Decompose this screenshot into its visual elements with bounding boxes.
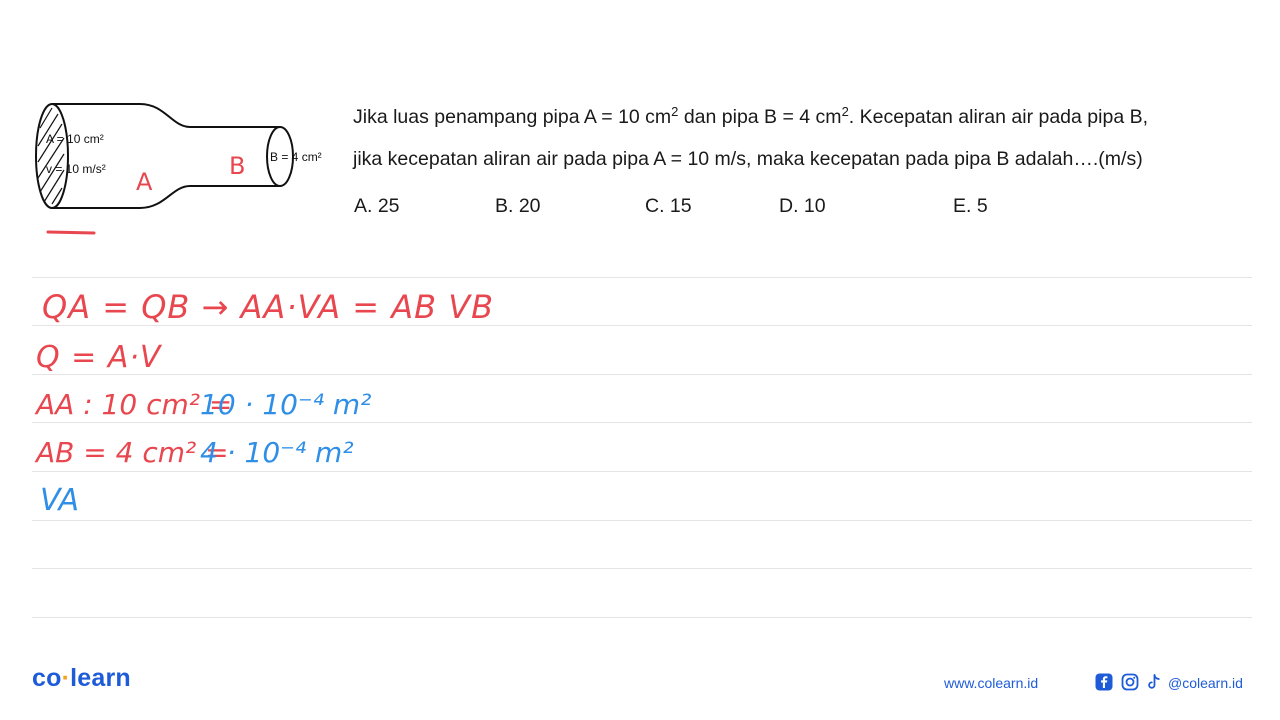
handwritten-working <box>0 250 600 550</box>
work-line-2: Q = A·V <box>36 340 162 375</box>
area-b-label: B = 4 cm² <box>270 150 322 164</box>
choice-e: E. 5 <box>953 195 988 217</box>
question-segment: dan pipa B = 4 cm <box>678 106 842 128</box>
choice-a: A. 25 <box>354 195 400 217</box>
ruled-line <box>32 617 1252 618</box>
question-line-2: jika kecepatan aliran air pada pipa A = 10 m/s, maka kecepatan pada pipa B adalah….(m/s) <box>353 148 1143 170</box>
underline-stroke <box>48 232 94 233</box>
website-link[interactable]: www.colearn.id <box>944 675 1039 691</box>
question-line-1 <box>353 104 1148 130</box>
hatching <box>38 108 64 204</box>
question-segment: . Kecepatan aliran air pada pipa B, <box>848 106 1148 128</box>
handwritten-b: B <box>229 152 246 180</box>
pipe-outline <box>36 104 293 208</box>
logo-dot: · <box>61 664 71 692</box>
work-line-3-blue: 10 · 10⁻⁴ m² <box>200 388 372 421</box>
social-handle[interactable]: @colearn.id <box>1168 675 1243 691</box>
area-a-label: A = 10 cm² <box>46 132 104 146</box>
work-line-1: QA = QB → AA·VA = AB VB <box>42 288 495 326</box>
ruled-line <box>32 568 1252 569</box>
choice-d: D. 10 <box>779 195 826 217</box>
colearn-logo <box>32 664 131 693</box>
pipe-diagram <box>0 0 340 250</box>
work-line-4-red: AB = 4 cm² = <box>36 436 229 469</box>
facebook-icon[interactable] <box>1095 673 1113 691</box>
superscript: 2 <box>841 104 849 119</box>
tiktok-icon[interactable] <box>1145 673 1163 691</box>
superscript: 2 <box>671 104 679 119</box>
question-segment: Jika luas penampang pipa A = 10 cm <box>353 106 672 128</box>
choice-c: C. 15 <box>645 195 692 217</box>
instagram-icon[interactable] <box>1121 673 1139 691</box>
velocity-a-label: v = 10 m/s² <box>46 162 106 176</box>
handwritten-a: A <box>136 168 153 196</box>
work-line-5: VA <box>40 483 80 518</box>
choice-b: B. 20 <box>495 195 541 217</box>
logo-part: learn <box>70 664 131 692</box>
work-line-4-blue: 4 · 10⁻⁴ m² <box>200 436 354 469</box>
logo-part: co <box>32 664 62 692</box>
work-line-3-red: AA : 10 cm² = <box>36 388 233 421</box>
